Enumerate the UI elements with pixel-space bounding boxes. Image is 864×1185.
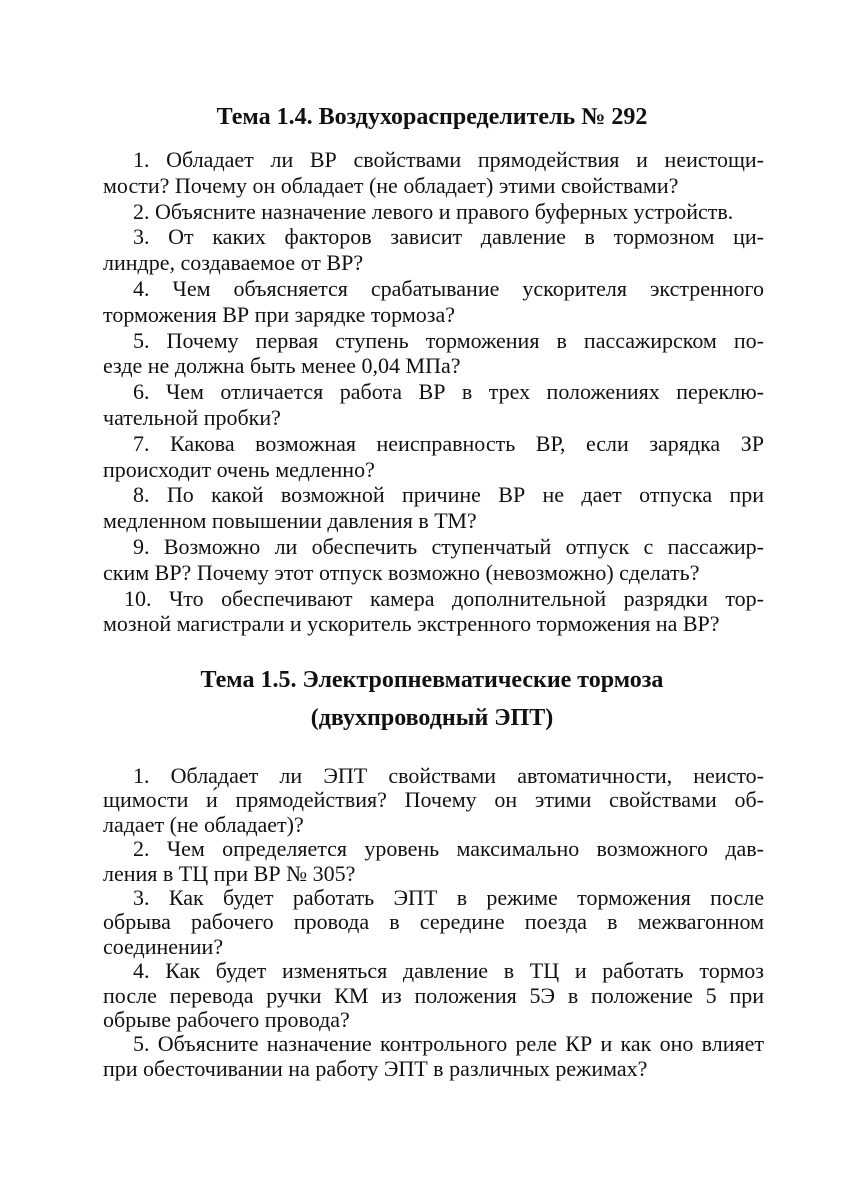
question-item	[103, 431, 764, 483]
question-item	[103, 959, 764, 1032]
question-line: ским ВР? Почему этот отпуск возможно (невозможно) сделать?	[103, 559, 700, 585]
question-line: происходит очень медленно?	[103, 456, 375, 482]
question-line: 6. Чем отличается работа ВР в трех положениях переклю-	[133, 379, 764, 405]
question-item	[103, 534, 764, 586]
question-line: ления в ТЦ при ВР № 305?	[103, 860, 356, 886]
question-item	[103, 276, 764, 328]
question-line: мозной магистрали и ускоритель экстренного торможения на ВР?	[103, 611, 720, 637]
question-line: мости? Почему он обладает (не обладает) этими свойствами?	[103, 172, 679, 198]
question-line: 4. Как будет изменяться давление в ТЦ и работать тормоз	[133, 958, 764, 984]
question-line: 1. Обладает ли ЭПТ свойствами автоматичности, неисто-	[133, 763, 764, 788]
question-line: 3. От каких факторов зависит давление в тормозном ци-	[133, 224, 764, 250]
question-item	[103, 1032, 764, 1081]
question-line: 5. Объясните назначение контрольного реле КР и как оно влияет	[133, 1031, 764, 1057]
question-line: 7. Какова возможная неисправность ВР, если зарядка ЗР	[133, 430, 764, 456]
question-line: езде не должна быть менее 0,04 МПа?	[103, 353, 461, 379]
question-item	[103, 837, 764, 886]
title-line: Тема 1.5. Электропневматические тормоза	[200, 667, 664, 693]
question-item	[103, 328, 764, 380]
question-item	[103, 482, 764, 534]
section-title-1-4	[0, 102, 864, 132]
section-questions-1-5	[103, 764, 764, 1081]
question-line: 9. Возможно ли обеспечить ступенчатый отпуск с пассажир-	[133, 533, 764, 559]
question-line: чательной пробки?	[103, 404, 281, 430]
question-line: 2. Объясните назначение левого и правого буферных устройств.	[133, 198, 734, 224]
section-title-1-5	[0, 661, 864, 737]
question-line: 5. Почему первая ступень торможения в пассажирском по-	[133, 327, 764, 353]
question-item	[103, 764, 764, 837]
question-line: 3. Как будет работать ЭПТ в режиме торможения после	[133, 884, 764, 910]
question-item	[103, 199, 764, 225]
question-line: обрыве рабочего провода?	[103, 1006, 350, 1032]
question-line: 8. По какой возможной причине ВР не дает отпуска при	[133, 482, 764, 508]
question-line: медленном повышении давления в ТМ?	[103, 508, 477, 534]
question-item	[103, 886, 764, 959]
question-line: 4. Чем объясняется срабатывание ускорителя экстренного	[133, 275, 764, 301]
question-line: при обесточивании на работу ЭПТ в различных режимах?	[103, 1055, 648, 1081]
question-line: ладает (не обладает)?	[103, 811, 304, 837]
question-line: соединении?	[103, 933, 224, 959]
question-item	[103, 224, 764, 276]
question-line: щимости и́ прямодействия? Почему он этими свойствами об-	[103, 787, 764, 813]
question-line: 2. Чем определяется уровень максимально возможного дав-	[133, 836, 764, 862]
question-line: линдре, создаваемое от ВР?	[103, 250, 364, 276]
title-line: (двухпроводный ЭПТ)	[310, 705, 554, 731]
question-line: обрыва рабочего провода в середине поезда в межвагонном	[103, 909, 764, 935]
question-item	[103, 586, 764, 638]
question-item	[103, 379, 764, 431]
question-line: после перевода ручки КМ из положения 5Э в положение 5 при	[103, 982, 764, 1008]
question-item	[103, 147, 764, 199]
question-line: 10. Что обеспечивают камера дополнительной разрядки тор-	[124, 585, 764, 611]
title-line: Тема 1.4. Воздухораспределитель № 292	[216, 104, 648, 130]
question-line: торможения ВР при зарядке тормоза?	[103, 301, 455, 327]
section-questions-1-4	[103, 147, 764, 637]
question-line: 1. Обладает ли ВР свойствами прямодействия и неистощи-	[133, 147, 764, 172]
